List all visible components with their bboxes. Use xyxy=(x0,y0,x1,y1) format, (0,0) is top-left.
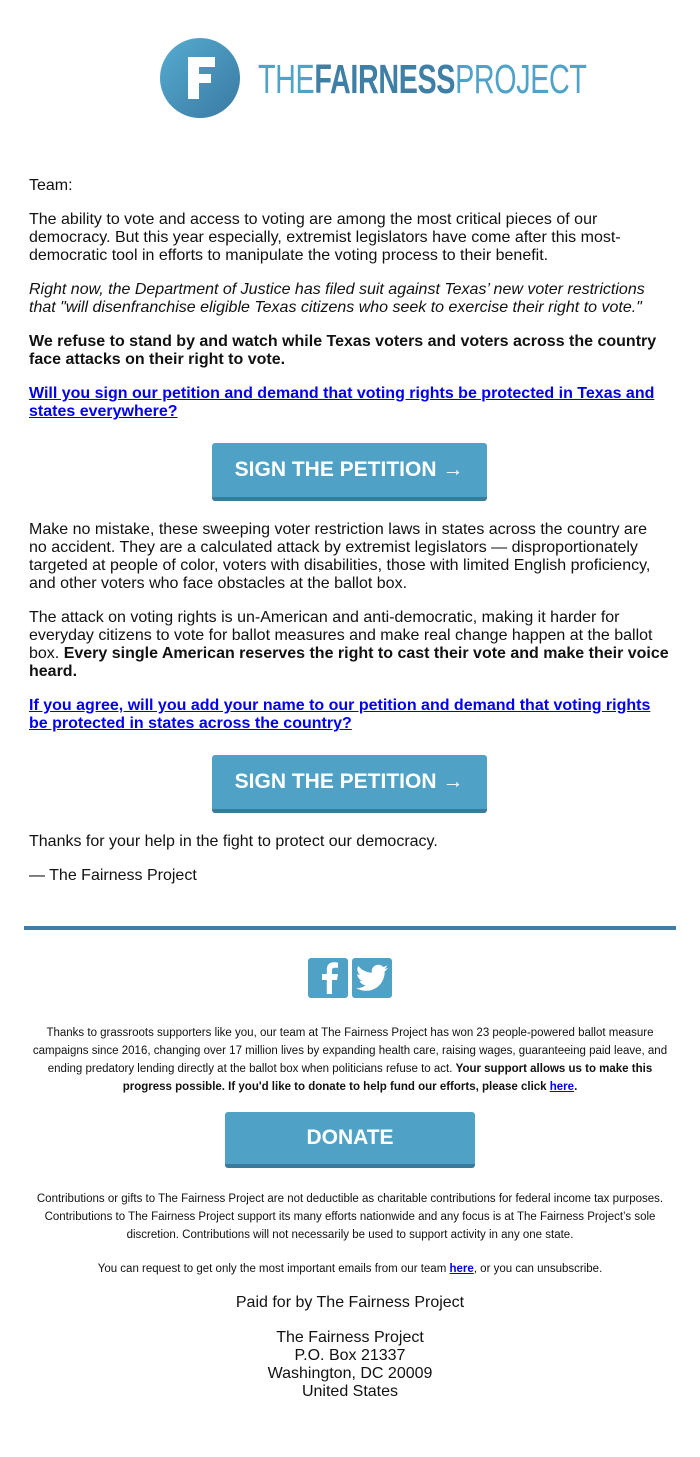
wordmark-project: PROJECT xyxy=(455,56,587,102)
sign-petition-button-2[interactable]: SIGN THE PETITION → xyxy=(212,755,487,813)
support-text-bold: Your support allows us to make this progress possible. If you'd like to donate to help fund our efforts, please click xyxy=(122,1063,653,1093)
wordmark xyxy=(258,54,700,104)
button-row-1 xyxy=(29,443,669,501)
wordmark-the: THE xyxy=(258,56,315,102)
petition-link-paragraph-1 xyxy=(29,385,669,421)
wordmark-fairness: FAIRNESS xyxy=(314,56,456,102)
paragraph-1: The ability to vote and access to voting are among the most critical pieces of our democracy. But this year especially, extremist legislators have come after this most-democratic tool in efforts to manipulate the voting process to their benefit. xyxy=(29,211,621,264)
support-text xyxy=(24,1024,676,1096)
button-row-2 xyxy=(29,755,669,813)
support-text-normal: Thanks to grassroots supporters like you, our team at The Fairness Project has won 23 people-powered ballot measure campaigns since 2016, changing over 17 million lives by expanding health care, raising wages, guaranteeing paid leave, and ending predatory lending directly at the ballot box when politicians refuse to act. xyxy=(32,1027,668,1075)
address-line-1: The Fairness Project xyxy=(276,1329,424,1346)
fairness-logo-icon xyxy=(160,38,240,118)
support-text-end: . xyxy=(574,1081,578,1093)
thanks-text: Thanks for your help in the fight to protect our democracy. xyxy=(29,833,438,850)
paragraph-5-bold: Every single American reserves the right to cast their vote and make their voice heard. xyxy=(29,645,669,680)
prefs-after: , or you can unsubscribe. xyxy=(473,1263,603,1275)
prefs-before: You can request to get only the most important emails from our team xyxy=(97,1263,450,1275)
paragraph-2: Right now, the Department of Justice has filed suit against Texas’ new voter restrictions that "will disenfranchise eligible Texas citizens who seek to exercise their right to vote." xyxy=(29,281,645,316)
paid-for-text: Paid for by The Fairness Project xyxy=(235,1294,465,1311)
sign-petition-button-1[interactable]: SIGN THE PETITION → xyxy=(212,443,487,501)
address-line-4: United States xyxy=(301,1383,399,1400)
disclaimer-text: Contributions or gifts to The Fairness Project are not deductible as charitable contributions for federal income tax purposes. Contributions to The Fairness Project support its many efforts nationwide and any focus is at The Fairness Project’s sole discretion. Contributions will not necessarily be used to support activity in any one state. xyxy=(36,1193,664,1241)
signoff: — The Fairness Project xyxy=(29,867,197,884)
petition-link-1[interactable]: Will you sign our petition and demand that voting rights be protected in Texas and states everywhere? xyxy=(29,385,655,420)
twitter-icon[interactable] xyxy=(352,958,392,998)
footer xyxy=(24,958,676,1401)
header-logo[interactable] xyxy=(0,38,700,122)
paragraph-3: We refuse to stand by and watch while Texas voters and voters across the country face attacks on their right to vote. xyxy=(29,333,657,368)
mailing-address xyxy=(24,1329,676,1401)
donate-button[interactable]: DONATE xyxy=(225,1112,475,1168)
paragraph-4: Make no mistake, these sweeping voter restriction laws in states across the country are no accident. They are a calculated attack by extremist legislators — disproportionately targeted at people of color, voters with disabilities, those with limited English proficiency, and other voters who face obstacles at the ballot box. xyxy=(29,521,651,592)
petition-link-2[interactable]: If you agree, will you add your name to our petition and demand that voting rights be protected in states across the country? xyxy=(29,697,651,732)
facebook-glyph xyxy=(315,962,341,994)
greeting: Team: xyxy=(29,177,73,194)
twitter-glyph xyxy=(356,964,388,992)
address-line-2: P.O. Box 21337 xyxy=(294,1347,406,1364)
donate-here-link[interactable]: here xyxy=(549,1081,575,1093)
social-links xyxy=(24,958,676,998)
paragraph-5 xyxy=(29,609,669,681)
petition-link-paragraph-2 xyxy=(29,697,669,733)
address-line-3: Washington, DC 20009 xyxy=(267,1365,433,1382)
paragraph-5-text: The attack on voting rights is un-American and anti-democratic, making it harder for everyday citizens to vote for ballot measures and make real change happen at the ballot box. xyxy=(29,609,653,662)
email-preferences-text xyxy=(24,1260,676,1278)
facebook-icon[interactable] xyxy=(308,958,348,998)
footer-divider xyxy=(24,926,676,930)
email-body xyxy=(29,177,669,901)
preferences-here-link[interactable]: here xyxy=(449,1263,474,1275)
donate-row xyxy=(24,1112,676,1168)
